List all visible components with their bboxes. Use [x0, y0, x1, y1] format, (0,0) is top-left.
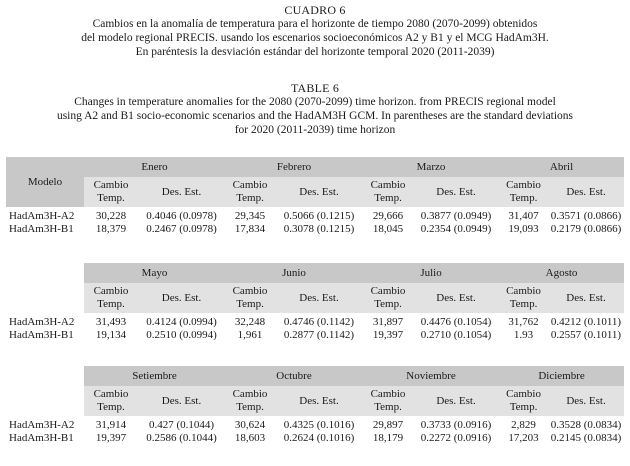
des-est-value: 0.2467 (0.0978) — [146, 223, 217, 235]
des-est-header: Des. Est. — [413, 283, 499, 313]
cambio-temp-value: 18,045 — [372, 223, 404, 235]
cambio-temp-header: Cambio Temp. — [225, 386, 275, 416]
des-est-header: Des. Est. — [138, 386, 225, 416]
caption-en-line: Changes in temperature anomalies for the 2080 (2070-2099) time horizon. from PRECIS regional model — [74, 96, 556, 108]
month-header: Enero — [84, 157, 225, 177]
model-name: HadAm3H-A2 — [9, 419, 75, 431]
caption-en-line: for 2020 (2011-2039) time horizon — [234, 124, 396, 136]
cambio-temp-value: 19,093 — [508, 223, 539, 235]
des-est-value: 0.4746 (0.1142) — [283, 316, 355, 328]
cambio-temp-value: 30,228 — [95, 210, 127, 222]
cambio-temp-value: 29,666 — [372, 210, 404, 222]
des-est-value: 0.4325 (0.1016) — [283, 419, 355, 431]
cambio-temp-value: 31,407 — [508, 210, 539, 222]
des-est-header: Des. Est. — [548, 283, 624, 313]
cambio-temp-value: 29,897 — [372, 419, 404, 431]
cambio-temp-value: 17,203 — [508, 432, 539, 444]
month-header: Diciembre — [499, 366, 624, 386]
des-est-value: 0.2877 (0.1142) — [283, 329, 355, 341]
cambio-temp-value: 31,493 — [95, 316, 127, 328]
cambio-temp-header: Cambio Temp. — [363, 283, 413, 313]
month-header: Julio — [363, 263, 499, 283]
cambio-temp-value: 19,397 — [95, 432, 127, 444]
des-est-header: Des. Est. — [548, 177, 624, 207]
des-est-value: 0.4476 (0.1054) — [420, 316, 492, 328]
cambio-temp-value: 31,762 — [508, 316, 539, 328]
model-name: HadAm3H-B1 — [9, 223, 74, 235]
cambio-temp-header: Cambio Temp. — [225, 177, 275, 207]
des-est-header: Des. Est. — [275, 177, 363, 207]
des-est-header: Des. Est. — [413, 386, 499, 416]
des-est-header: Des. Est. — [413, 177, 499, 207]
month-header: Abril — [499, 157, 624, 177]
model-name: HadAm3H-A2 — [9, 210, 75, 222]
des-est-value: 0.3733 (0.0916) — [420, 419, 492, 431]
month-header: Marzo — [363, 157, 499, 177]
cambio-temp-header: Cambio Temp. — [363, 386, 413, 416]
des-est-value: 0.2354 (0.0949) — [420, 223, 492, 235]
des-est-value: 0.427 (0.1044) — [148, 419, 215, 431]
cambio-temp-header: Cambio Temp. — [225, 283, 275, 313]
month-header: Junio — [225, 263, 363, 283]
cambio-temp-value: 19,134 — [95, 329, 127, 341]
des-est-value: 0.2179 (0.0866) — [550, 223, 622, 235]
cambio-temp-value: 18,179 — [372, 432, 404, 444]
data-table-block-3 — [6, 366, 624, 445]
des-est-header: Des. Est. — [275, 386, 363, 416]
cambio-temp-value: 17,834 — [234, 223, 266, 235]
month-header: Febrero — [225, 157, 363, 177]
modelo-header-blank — [6, 366, 84, 416]
cambio-temp-value: 30,624 — [234, 419, 266, 431]
des-est-value: 0.3877 (0.0949) — [420, 210, 492, 222]
caption-en-line: using A2 and B1 socio-economic scenarios and the HadAM3H GCM. In parentheses are the standard deviations — [56, 110, 574, 122]
cambio-temp-value: 1,961 — [237, 329, 263, 341]
table-row — [6, 416, 624, 432]
des-est-header: Des. Est. — [275, 283, 363, 313]
month-header: Mayo — [84, 263, 225, 283]
caption-en-heading: TABLE 6 — [290, 81, 340, 95]
des-est-value: 0.4124 (0.0994) — [146, 316, 217, 328]
cambio-temp-header: Cambio Temp. — [499, 283, 548, 313]
des-est-value: 0.2710 (0.1054) — [420, 329, 492, 341]
caption-es-line: del modelo regional PRECIS. usando los escenarios socioeconómicos A2 y B1 y el MCG HadAm3H. — [81, 32, 549, 44]
des-est-header: Des. Est. — [138, 177, 225, 207]
des-est-value: 0.4212 (0.1011) — [550, 316, 622, 328]
table-row — [6, 207, 624, 223]
cambio-temp-header: Cambio Temp. — [499, 386, 548, 416]
table-row — [6, 432, 624, 445]
cambio-temp-header: Cambio Temp. — [84, 283, 138, 313]
data-table-block-1 — [6, 157, 624, 236]
model-name: HadAm3H-B1 — [9, 329, 74, 341]
des-est-header: Des. Est. — [548, 386, 624, 416]
des-est-value: 0.4046 (0.0978) — [146, 210, 217, 222]
cambio-temp-header: Cambio Temp. — [84, 386, 138, 416]
cambio-temp-value: 18,603 — [234, 432, 266, 444]
des-est-value: 0.2145 (0.0834) — [550, 432, 622, 444]
cambio-temp-header: Cambio Temp. — [499, 177, 548, 207]
des-est-value: 0.2510 (0.0994) — [146, 329, 217, 341]
month-header: Octubre — [225, 366, 363, 386]
cambio-temp-value: 18,379 — [95, 223, 127, 235]
des-est-value: 0.3528 (0.0834) — [550, 419, 622, 431]
cambio-temp-header: Cambio Temp. — [84, 177, 138, 207]
table-row — [6, 223, 624, 236]
month-header: Agosto — [499, 263, 624, 283]
caption-es-line: Cambios en la anomalía de temperatura para el horizonte de tiempo 2080 (2070-2099) obtenidos — [92, 18, 538, 30]
des-est-value: 0.2557 (0.1011) — [550, 329, 622, 341]
caption-spanish — [0, 3, 630, 59]
table-row — [6, 313, 624, 329]
cambio-temp-value: 2,829 — [511, 419, 536, 431]
des-est-value: 0.2272 (0.0916) — [420, 432, 492, 444]
caption-english — [0, 81, 630, 137]
cambio-temp-value: 31,897 — [372, 316, 404, 328]
des-est-value: 0.5066 (0.1215) — [283, 210, 355, 222]
cambio-temp-value: 1.93 — [513, 329, 534, 341]
month-header: Setiembre — [84, 366, 225, 386]
month-header: Noviembre — [363, 366, 499, 386]
modelo-header: Modelo — [6, 157, 84, 207]
cambio-temp-header: Cambio Temp. — [363, 177, 413, 207]
model-name: HadAm3H-B1 — [9, 432, 74, 444]
cambio-temp-value: 19,397 — [372, 329, 404, 341]
model-name: HadAm3H-A2 — [9, 316, 75, 328]
des-est-value: 0.3078 (0.1215) — [283, 223, 355, 235]
des-est-value: 0.2586 (0.1044) — [146, 432, 217, 444]
des-est-value: 0.3571 (0.0866) — [550, 210, 622, 222]
modelo-header-blank — [6, 263, 84, 313]
caption-es-line: En paréntesis la desviación estándar del horizonte temporal 2020 (2011-2039) — [135, 46, 495, 58]
des-est-header: Des. Est. — [138, 283, 225, 313]
cambio-temp-value: 31,914 — [95, 419, 127, 431]
cambio-temp-value: 32,248 — [234, 316, 266, 328]
caption-es-heading: CUADRO 6 — [284, 3, 346, 17]
table-row — [6, 329, 624, 342]
cambio-temp-value: 29,345 — [234, 210, 266, 222]
data-table-block-2 — [6, 263, 624, 342]
des-est-value: 0.2624 (0.1016) — [283, 432, 355, 444]
